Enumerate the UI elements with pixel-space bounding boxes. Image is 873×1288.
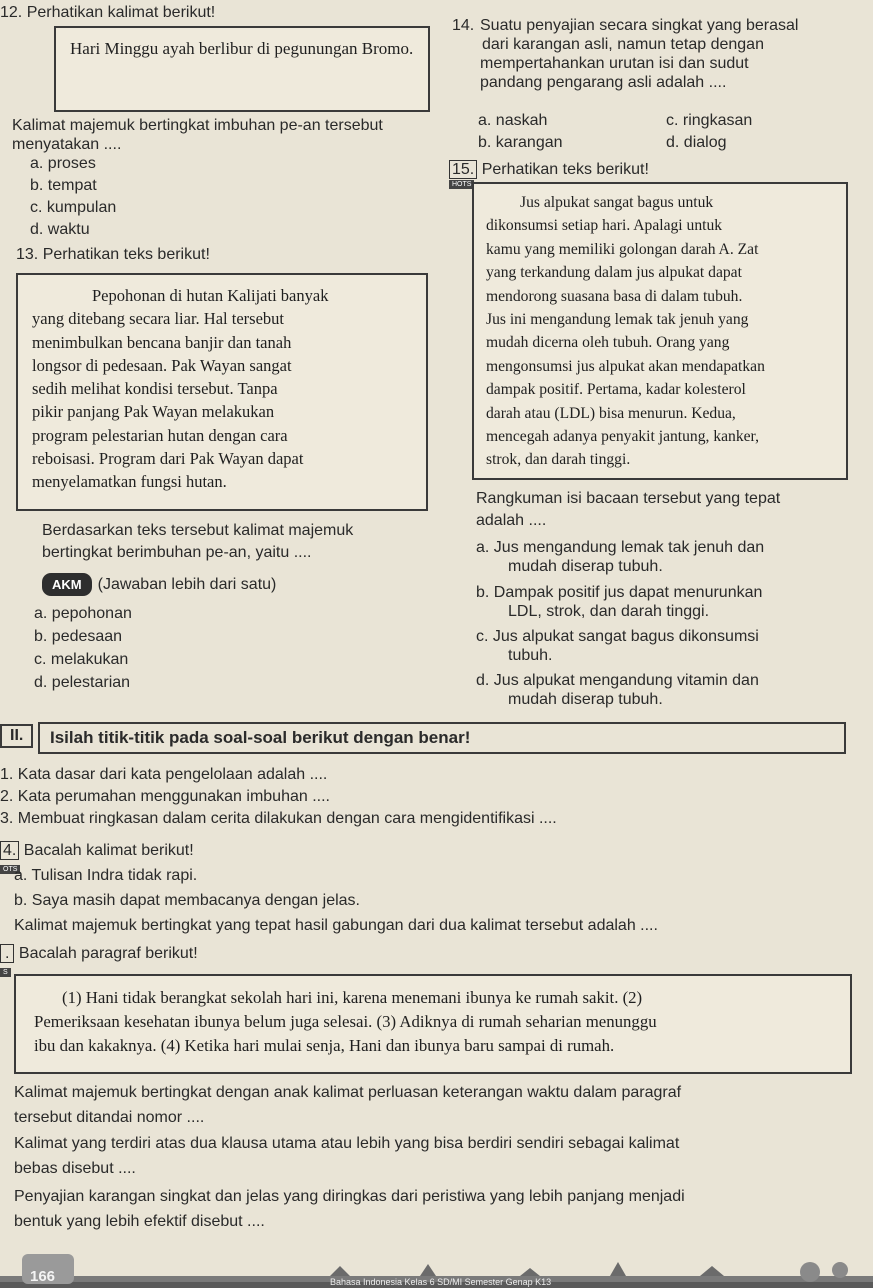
hots-badge: HOTS [449, 180, 474, 189]
q15-option-b-line2: LDL, strok, dan darah tinggi. [508, 603, 710, 620]
q15-line: mengonsumsi jus alpukat akan mendapatkan [486, 357, 765, 375]
q13-line: yang ditebang secara liar. Hal tersebut [32, 309, 284, 329]
q15-option-a-line1: a. Jus mengandung lemak tak jenuh dan [476, 539, 765, 556]
q15-passage [486, 191, 836, 472]
q13-line: menyelamatkan fungsi hutan. [32, 472, 227, 492]
item5-paragraph-box [14, 974, 852, 1074]
section-title: Isilah titik-titik pada soal-soal berikut dengan benar! [38, 722, 846, 754]
item5-prompt: Bacalah paragraf berikut! [18, 945, 198, 962]
item5-number: . [0, 944, 14, 963]
q15-option-c-line1: c. Jus alpukat sangat bagus dikonsumsi [476, 628, 759, 645]
item4-sentence-b: b. Saya masih dapat membacanya dengan jelas. [14, 892, 360, 909]
q14-option-d[interactable]: d. dialog [666, 134, 727, 151]
fill-list [0, 765, 873, 828]
q12-option-b[interactable]: b. tempat [30, 177, 97, 194]
fill-item-1: 1. Kata dasar dari kata pengelolaan adalah .... [0, 766, 328, 783]
q15-heading [449, 160, 649, 179]
q15-option-c-line2: tubuh. [508, 647, 553, 664]
q15-option-d-line1: d. Jus alpukat mengandung vitamin dan [476, 672, 759, 689]
q12-prompt: Perhatikan kalimat berikut! [26, 4, 216, 21]
q14-option-a[interactable]: a. naskah [478, 112, 548, 129]
q15-option-d[interactable] [476, 671, 868, 709]
q15-line: mudah dicerna oleh tubuh. Orang yang [486, 334, 730, 352]
q13-text-box [16, 273, 428, 511]
q15-option-b-line1: b. Dampak positif jus dapat menurunkan [476, 584, 763, 601]
q13-option-a[interactable]: a. pepohonan [34, 605, 132, 622]
q14-question [480, 16, 872, 92]
q15-prompt: Perhatikan teks berikut! [481, 161, 649, 178]
item4-number: 4. [0, 841, 19, 860]
q12-question: Kalimat majemuk bertingkat imbuhan pe-an tersebut menyatakan .... [12, 117, 383, 153]
q15-line: yang terkandung dalam jus alpukat dapat [486, 264, 742, 282]
q13-line: Pepohonan di hutan Kalijati banyak [92, 286, 329, 305]
q15-line: dikonsumsi setiap hari. Apalagi untuk [486, 217, 723, 235]
q13-option-b[interactable]: b. pedesaan [34, 628, 123, 645]
q13-line: program pelestarian hutan dengan cara [32, 425, 288, 445]
q12-option-a[interactable]: a. proses [30, 155, 96, 172]
q12-option-c[interactable]: c. kumpulan [30, 199, 117, 216]
q15-number: 15. [449, 160, 477, 179]
q13-question-line1: Berdasarkan teks tersebut kalimat majemuk [42, 522, 354, 539]
q15-question-line2: adalah .... [476, 512, 547, 529]
book-title: Bahasa Indonesia Kelas 6 SD/MI Semester Genap K13 [330, 1277, 552, 1287]
item4-prompt: Bacalah kalimat berikut! [23, 842, 194, 859]
q12-sentence-box [54, 26, 430, 112]
item4-heading [0, 841, 194, 860]
q15-line: dampak positif. Pertama, kadar kolesterol [486, 381, 746, 399]
akm-badge: AKM [42, 573, 92, 596]
q13-option-d[interactable]: d. pelestarian [34, 674, 131, 691]
item4-sentence-a: a. Tulisan Indra tidak rapi. [14, 867, 198, 884]
item7-question [14, 1187, 873, 1231]
page-footer [0, 1246, 873, 1288]
q13-number: 13. [16, 246, 39, 263]
q15-option-a-line2: mudah diserap tubuh. [508, 558, 663, 575]
q13-instruction [42, 573, 276, 596]
q15-text-box [472, 182, 848, 480]
item5-heading [0, 944, 198, 963]
fill-item-2: 2. Kata perumahan menggunakan imbuhan .... [0, 788, 330, 805]
q13-heading [16, 245, 210, 264]
q14-number: 14. [452, 17, 475, 34]
q13-prompt: Perhatikan teks berikut! [42, 246, 210, 263]
section-number: II. [0, 724, 33, 748]
q14-line: Suatu penyajian secara singkat yang berasal [480, 17, 799, 34]
q13-line: reboisasi. Program dari Pak Wayan dapat [32, 449, 304, 469]
q13-passage [32, 284, 420, 494]
q14-line: dari karangan asli, namun tetap dengan [482, 36, 764, 53]
q13-line: longsor di pedesaan. Pak Wayan sangat [32, 355, 292, 375]
item5-question-line1: Kalimat majemuk bertingkat dengan anak kalimat perluasan keterangan waktu dalam paragraf [14, 1084, 682, 1101]
q14-line: pandang pengarang asli adalah .... [480, 74, 727, 91]
item5-line: (1) Hani tidak berangkat sekolah hari ini, karena menemani ibunya ke rumah sakit. (2) [62, 988, 643, 1007]
item5-line: Pemeriksaan kesehatan ibunya belum juga selesai. (3) Adiknya di rumah seharian menunggu [34, 1012, 657, 1031]
item6-line2: bebas disebut .... [14, 1160, 136, 1177]
q15-line: mencegah adanya penyakit jantung, kanker, [486, 428, 760, 446]
item5-question [14, 1083, 873, 1127]
fill-item-3: 3. Membuat ringkasan dalam cerita dilakukan dengan cara mengidentifikasi .... [0, 810, 557, 827]
q12-sentence: Hari Minggu ayah berlibur di pegunungan Bromo. [70, 39, 414, 58]
q13-line: sedih melihat kondisi tersebut. Tanpa [32, 379, 278, 399]
item6-question [14, 1134, 873, 1178]
q15-line: kamu yang memiliki golongan darah A. Zat [486, 240, 759, 258]
item5-hots-badge: S [0, 968, 11, 977]
q14-option-b[interactable]: b. karangan [478, 134, 563, 151]
q13-line: menimbulkan bencana banjir dan tanah [32, 332, 292, 352]
item5-paragraph [34, 986, 844, 1058]
q15-line: Jus ini mengandung lemak tak jenuh yang [486, 311, 749, 329]
q12-heading [0, 3, 215, 22]
item7-line2: bentuk yang lebih efektif disebut .... [14, 1213, 265, 1230]
page-number: 166 [30, 1268, 56, 1285]
item7-line1: Penyajian karangan singkat dan jelas yang diringkas dari peristiwa yang lebih panjang menjadi [14, 1188, 685, 1205]
item5-question-line2: tersebut ditandai nomor .... [14, 1109, 205, 1126]
item4-hots-badge: OTS [0, 865, 20, 874]
q14-option-c[interactable]: c. ringkasan [666, 112, 753, 129]
q15-question-line1: Rangkuman isi bacaan tersebut yang tepat [476, 490, 781, 507]
q12-option-d[interactable]: d. waktu [30, 221, 90, 238]
q13-line: pikir panjang Pak Wayan melakukan [32, 402, 275, 422]
q13-badge-note: (Jawaban lebih dari satu) [97, 576, 277, 593]
q15-option-d-line2: mudah diserap tubuh. [508, 691, 663, 708]
q15-option-c[interactable] [476, 627, 868, 665]
q15-line: strok, dan darah tinggi. [486, 451, 631, 469]
q12-number: 12. [0, 4, 23, 21]
q13-question-line2: bertingkat berimbuhan pe-an, yaitu .... [42, 544, 312, 561]
q14-line: mempertahankan urutan isi dan sudut [480, 55, 749, 72]
q15-line: mendorong suasana basa di dalam tubuh. [486, 287, 743, 305]
q15-option-a[interactable] [476, 538, 868, 576]
item5-line: ibu dan kakaknya. (4) Ketika hari mulai senja, Hani dan ibunya baru sampai di rumah. [34, 1036, 615, 1055]
q15-line: darah atau (LDL) bisa menurun. Kedua, [486, 404, 736, 422]
q13-option-c[interactable]: c. melakukan [34, 651, 129, 668]
q15-line: Jus alpukat sangat bagus untuk [520, 194, 714, 211]
item6-line1: Kalimat yang terdiri atas dua klausa utama atau lebih yang bisa berdiri sendiri sebagai kalimat [14, 1135, 680, 1152]
q15-option-b[interactable] [476, 583, 868, 621]
item4-question: Kalimat majemuk bertingkat yang tepat hasil gabungan dari dua kalimat tersebut adalah .... [14, 917, 658, 934]
